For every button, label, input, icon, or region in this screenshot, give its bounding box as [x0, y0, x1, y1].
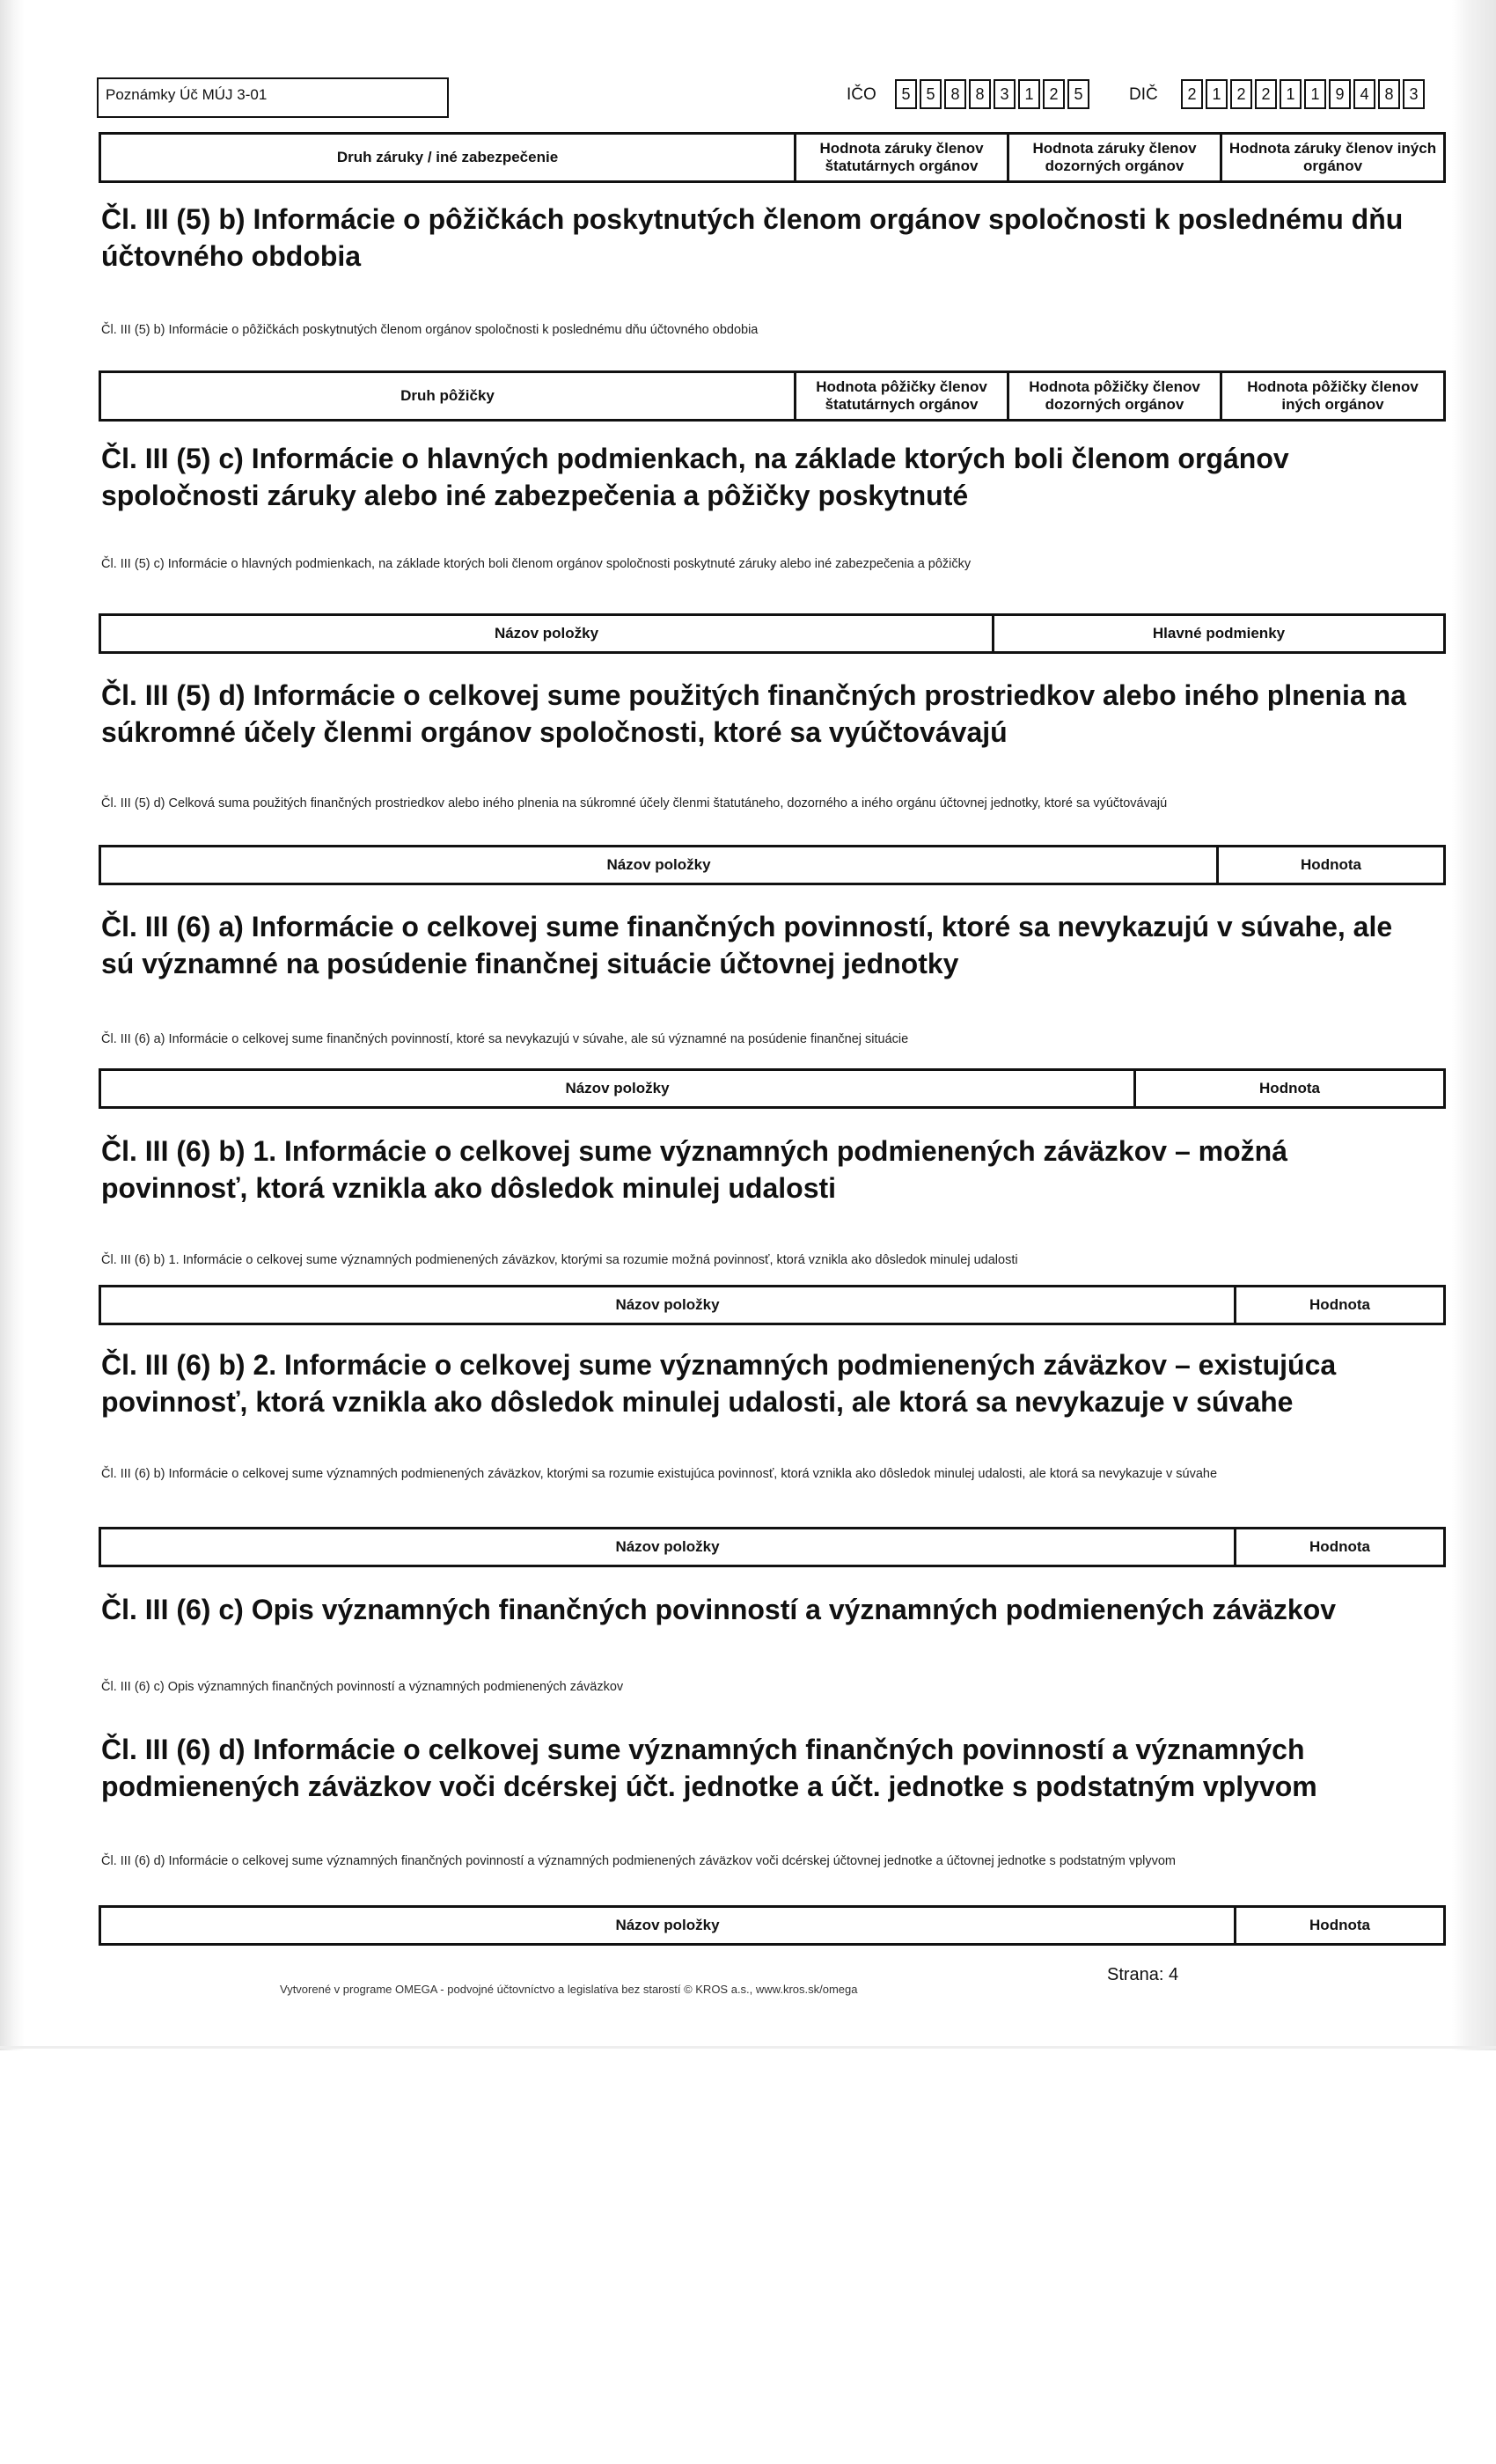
section-title-6a: Čl. III (6) a) Informácie o celkovej sume finančných povinností, ktoré sa nevykazujú v súvahe, ale sú významné na posúdenie finančnej situácie účtovnej jednotky: [101, 911, 1393, 979]
col-loan-other: Hodnota pôžičky členov iných orgánov: [1221, 372, 1445, 421]
conditions-table-header: [99, 613, 1446, 654]
ico-digit: 2: [1043, 79, 1065, 109]
scan-edge-left: [0, 0, 25, 2050]
ico-digit: 8: [969, 79, 991, 109]
possible-liability-table-header: [99, 1285, 1446, 1325]
loans-table-header: [99, 370, 1446, 422]
page-number: Strana: 4: [1107, 1965, 1179, 1984]
private-use-table-header: [99, 845, 1446, 885]
col-loan-supervisory: Hodnota pôžičky členov dozorných orgánov: [1008, 372, 1221, 421]
dic-digit: 8: [1378, 79, 1400, 109]
col-guarantee-statutory: Hodnota záruky členov štatutárnych orgánov: [796, 134, 1008, 182]
scan-bottom-edge: [0, 2046, 1496, 2049]
form-label-text: Poznámky Úč MÚJ 3-01: [106, 86, 268, 103]
footer-created-by: Vytvorené v programe OMEGA - podvojné účtovníctvo a legislatíva bez starostí © KROS a.s., www.kros.sk/omega: [280, 1983, 858, 1996]
col-value: Hodnota: [1135, 1070, 1445, 1108]
dic-digit: 2: [1181, 79, 1203, 109]
dic-digit: 2: [1230, 79, 1252, 109]
dic-digit: 9: [1329, 79, 1351, 109]
section-title-6b1: Čl. III (6) b) 1. Informácie o celkovej sume významných podmienených záväzkov – možná povinnosť, ktorá vznikla ako dôsledok minulej udalosti: [101, 1135, 1287, 1204]
col-value: Hodnota: [1236, 1529, 1445, 1566]
col-guarantee-supervisory: Hodnota záruky členov dozorných orgánov: [1008, 134, 1221, 182]
col-guarantee-other: Hodnota záruky členov iných orgánov: [1221, 134, 1445, 182]
col-item-name: Názov položky: [100, 1907, 1236, 1945]
ico-digit: 1: [1018, 79, 1040, 109]
col-item-name: Názov položky: [100, 1529, 1236, 1566]
section-subtitle-6b2: Čl. III (6) b) Informácie o celkovej sume významných podmienených záväzkov, ktorými sa rozumie existujúca povinnosť, ktorá vznikla ako dôsledok minulej udalosti, ale ktorá sa nevykazuje v súvahe: [101, 1467, 1218, 1481]
dic-digit: 2: [1255, 79, 1277, 109]
dic-digit: 1: [1304, 79, 1326, 109]
section-subtitle-6d: Čl. III (6) d) Informácie o celkovej sume významných finančných povinností a významných podmienených záväzkov voči dcérskej účtovnej jednotke a účtovnej jednotke s podstatným vplyvom: [101, 1854, 1177, 1868]
section-subtitle-6b1: Čl. III (6) b) 1. Informácie o celkovej sume významných podmienených záväzkov, ktorými sa rozumie možná povinnosť, ktorá vznikla ako dôsledok minulej udalosti: [101, 1253, 1018, 1267]
dic-digit: 1: [1206, 79, 1228, 109]
existing-liability-table-header: [99, 1527, 1446, 1567]
col-item-name: Názov položky: [100, 847, 1218, 884]
section-subtitle-5c: Čl. III (5) c) Informácie o hlavných podmienkach, na základe ktorých boli členom orgánov spoločnosti poskytnuté záruky alebo iné zabezpečenia a pôžičky: [101, 557, 972, 571]
dic-digit: 1: [1280, 79, 1302, 109]
col-value: Hodnota: [1236, 1907, 1445, 1945]
ico-digit: 3: [994, 79, 1016, 109]
col-main-conditions: Hlavné podmienky: [994, 615, 1445, 653]
section-title-6d: Čl. III (6) d) Informácie o celkovej sume významných finančných povinností a významných podmienených záväzkov voči dcérskej účt. jednotke a účt. jednotke s podstatným vplyvom: [101, 1734, 1317, 1802]
form-label: [97, 77, 449, 118]
section-title-6c: Čl. III (6) c) Opis významných finančných povinností a významných podmienených záväzkov: [101, 1594, 1337, 1625]
section-title-5c: Čl. III (5) c) Informácie o hlavných podmienkach, na základe ktorých boli členom orgánov spoločnosti záruky alebo iné zabezpečenia a pôžičky poskytnuté: [101, 443, 1289, 511]
section-title-5d: Čl. III (5) d) Informácie o celkovej sume použitých finančných prostriedkov alebo iného plnenia na súkromné účely členmi orgánov spoločnosti, ktoré sa vyúčtovávajú: [101, 679, 1406, 748]
section-subtitle-5d: Čl. III (5) d) Celková suma použitých finančných prostriedkov alebo iného plnenia na súkromné účely členmi štatutáneho, dozorného a iného orgánu účtovnej jednotky, ktoré sa vyúčtovávajú: [101, 796, 1168, 810]
col-loan-statutory: Hodnota pôžičky členov štatutárnych orgánov: [796, 372, 1008, 421]
section-title-5b: Čl. III (5) b) Informácie o pôžičkách poskytnutých členom orgánov spoločnosti k poslednému dňu účtovného obdobia: [101, 203, 1404, 272]
section-subtitle-6c: Čl. III (6) c) Opis významných finančných povinností a významných podmienených záväzkov: [101, 1680, 624, 1694]
dic-digits: [1181, 79, 1427, 109]
ico-digit: 5: [920, 79, 942, 109]
section-subtitle-6a: Čl. III (6) a) Informácie o celkovej sume finančných povinností, ktoré sa nevykazujú v súvahe, ale sú významné na posúdenie finančnej situácie: [101, 1032, 909, 1046]
dic-label: DIČ: [1129, 85, 1158, 104]
ico-digits: [895, 79, 1092, 109]
scan-edge-right: [1452, 0, 1496, 2050]
ico-label: IČO: [847, 85, 876, 104]
col-value: Hodnota: [1236, 1287, 1445, 1324]
ico-digit: 5: [895, 79, 917, 109]
offbalance-table-header: [99, 1068, 1446, 1109]
ico-digit: 5: [1067, 79, 1089, 109]
ico-digit: 8: [944, 79, 966, 109]
col-item-name: Názov položky: [100, 1070, 1135, 1108]
col-item-name: Názov položky: [100, 615, 994, 653]
col-value: Hodnota: [1218, 847, 1445, 884]
guarantees-table-header: [99, 132, 1446, 183]
col-guarantee-type: Druh záruky / iné zabezpečenie: [100, 134, 796, 182]
dic-digit: 4: [1353, 79, 1375, 109]
subsidiary-table-header: [99, 1905, 1446, 1946]
section-title-6b2: Čl. III (6) b) 2. Informácie o celkovej sume významných podmienených záväzkov – existujúca povinnosť, ktorá vznikla ako dôsledok minulej udalosti, ale ktorá sa nevykazuje v súvahe: [101, 1349, 1337, 1418]
col-loan-type: Druh pôžičky: [100, 372, 796, 421]
col-item-name: Názov položky: [100, 1287, 1236, 1324]
section-subtitle-5b: Čl. III (5) b) Informácie o pôžičkách poskytnutých členom orgánov spoločnosti k poslednému dňu účtovného obdobia: [101, 323, 759, 337]
dic-digit: 3: [1403, 79, 1425, 109]
